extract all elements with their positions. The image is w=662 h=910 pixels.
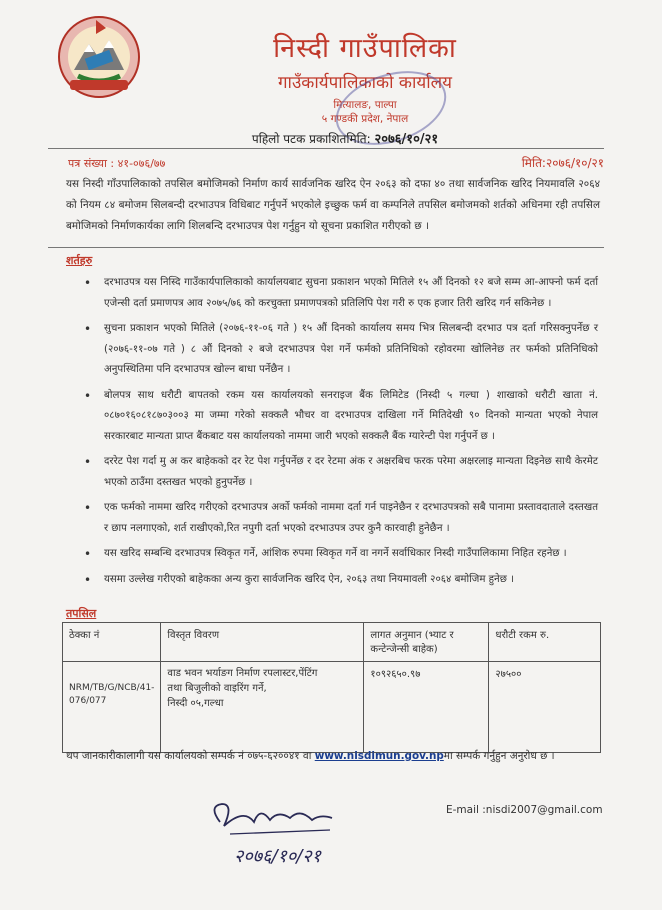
intro-paragraph: यस निस्दी गाँउपालिकाको तपसिल बमोजिमको निर्माण कार्य सार्वजनिक खरिद ऐन २०६३ को दफा ४० तथा सार्वजनिक खरिद नियमावलि २०६४ को नियम ८४ बमोजम सिलबन्दी दरभाउपत्र विधिबाट गर्नुपर्ने भएकोले इच्छुक फर्म वा कम्पनिले तपसिल बमोजमको शर्तको अधिनमा रही तपसिल बमोजिमको निर्माणकार्यका लागि शिलबन्दि दरभाउपत्र पेश गर्नुहुन यो सूचना प्रकाशित गरीएको छ । [66, 178, 600, 232]
date-value: २०७६/१०/२१ [545, 156, 604, 170]
cell-estimate: १०९२६५०.९७ [364, 662, 489, 753]
description-line: तथा बिजुलीको वाइरिंग गर्ने, [167, 683, 267, 694]
condition-item: • सुचना प्रकाशन भएको मितिले (२०७६-११-०६ गते ) १५ औं दिनको कार्यालय समय भित्र सिलबन्दी दरभाउ पत्र दर्ता गरिसक्नुपर्नेछ र (२०७६-११-०७ गते ) ८ औं दिनको २ बजे दरभाउपत्र पेश गर्ने फर्मको प्रतिनिधिको रहोवरमा खोलिनेछ तर फर्मको प्रतिनिधिको अनुपस्थितिमा पनि दरभाउपत्र खोल्न बाधा पर्नेछैन । [80, 319, 598, 381]
description-line: वाड भवन भर्याङग निर्माण रपलास्टर,पेंटिंग [167, 668, 318, 679]
schedule-title: तपसिल [66, 607, 97, 620]
condition-item: • दरभाउपत्र यस निस्दि गाउँकार्यपालिकाको कार्यालयबाट सुचना प्रकाशन भएको मितिले १५ औं दिनको १२ बजे सम्म आ-आफ्नो फर्म दर्ता एजेन्सी दर्ता प्रमाणपत्र आव २०७५/७६ को करचुक्ता प्रमाणपत्रको प्रतिलिपि पेश गरी रु एक हजार तिरी खरिद गर्न सकिनेछ । [80, 273, 598, 314]
header-divider [48, 148, 604, 149]
nepal-emblem-icon [56, 14, 142, 100]
publication-label: पहिलो पटक प्रकाशितमिति: [251, 132, 371, 146]
publication-line [195, 129, 495, 147]
publication-date: २०७६/१०/२१ [374, 132, 439, 147]
office-subtitle: गाउँकार्यपालिकाको कार्यालय [277, 73, 453, 93]
intro-divider [48, 247, 604, 248]
contact-text-after: मा सम्पर्क गर्नुहुन अनुरोध छ । [443, 750, 555, 762]
cell-description [161, 662, 364, 753]
header-deposit: धरौटी रकम रु. [489, 623, 601, 662]
email-address: E-mail :nisdi2007@gmail.com [446, 804, 603, 816]
office-address-line2: ५ गण्डकी प्रदेश, नेपाल [321, 113, 409, 125]
conditions-list [80, 273, 598, 595]
condition-item: • बोलपत्र साथ धरौटी बापतको रकम यस कार्यालयको सनराइज बैंक लिमिटेड (निस्दी ५ गल्घा ) शाखाको धरौटी खाता नं. ०८७०१६०८१८७०३००३ मा जम्मा गरेको सक्कलै भौचर वा दरभाउपत्र दाखिला गर्ने मितिदेखी ९० दिनको मान्यता भएको नेपाल सरकारबाट मान्यता प्राप्त बैंकबाट यस कार्यालयको नाममा जारी भएको सक्कलै बैंक ग्यारेन्टी पेश गर्नुपर्ने छ । [80, 386, 598, 448]
date-label: मिति: [521, 156, 546, 170]
contact-text-before: थप जानकारीकालागी यस कार्यालयको सम्पर्क नं ०७५-६२००४१ वा [66, 750, 312, 762]
cell-contract-no: NRM/TB/G/NCB/41-076/077 [63, 662, 161, 753]
office-name: निस्दी गाउँपालिका [273, 33, 457, 64]
header-description: विस्तृत विवरण [161, 623, 364, 662]
table-header-row [63, 623, 601, 662]
website-link[interactable]: www.nisdimun.gov.np [314, 750, 444, 762]
notice-date [522, 154, 604, 171]
signature-date: २०७६/१०/२१ [234, 846, 322, 867]
header-contract-no: ठेक्का नं [63, 623, 161, 662]
reference-number [68, 156, 165, 171]
condition-item: • दररेट पेश गर्दा मु अ कर बाहेकको दर रेट पेश गर्नुपर्नेछ र दर रेटमा अंक र अक्षरबिच फरक परेमा अक्षरलाइ मान्यता दिइनेछ साथै केरमेट भएको ठाउँमा दस्तखत भएको हुनुपर्नेछ । [80, 452, 598, 493]
condition-item: • यस खरिद सम्बन्धि दरभाउपत्र स्विकृत गर्ने, आंशिक रुपमा स्विकृत गर्ने वा नगर्ने सर्वाधिकार निस्दी गाउँपालिकामा निहित रहनेछ । [80, 544, 598, 565]
office-address-line1: मित्यालङ, पाल्पा [333, 99, 397, 111]
reference-label: पत्र संख्या : [68, 157, 115, 170]
description-line: निस्दी ०५,गल्धा [167, 698, 224, 709]
conditions-title: शर्तहरु [66, 254, 93, 267]
condition-item: • यसमा उल्लेख गरीएको बाहेकका अन्य कुरा सार्वजनिक खरिद ऐन, २०६३ तथा नियमावली २०६४ बमोजिम हुनेछ । [80, 570, 598, 591]
signature-icon [200, 796, 380, 880]
contact-paragraph [66, 746, 596, 767]
reference-value: ४१-०७६/७७ [117, 157, 166, 170]
cell-deposit: २७५०० [489, 662, 601, 753]
header-estimate: लागत अनुमान (भ्याट र कन्टेन्जेन्सी बाहेक) [364, 623, 489, 662]
schedule-table [62, 622, 601, 753]
condition-item: • एक फर्मको नाममा खरिद गरीएको दरभाउपत्र अर्को फर्मको नाममा दर्ता गर्न पाइनेछैन र दरभाउपत्रको सबै पानामा प्रस्तावदाताले दस्तखत र छाप नलगाएको, शर्त राखीएको,रित नपुगी दर्ता भएको दरभाउपत्र उपर कुनै कारवाही हुनेछैन । [80, 498, 598, 539]
table-row [63, 662, 601, 753]
